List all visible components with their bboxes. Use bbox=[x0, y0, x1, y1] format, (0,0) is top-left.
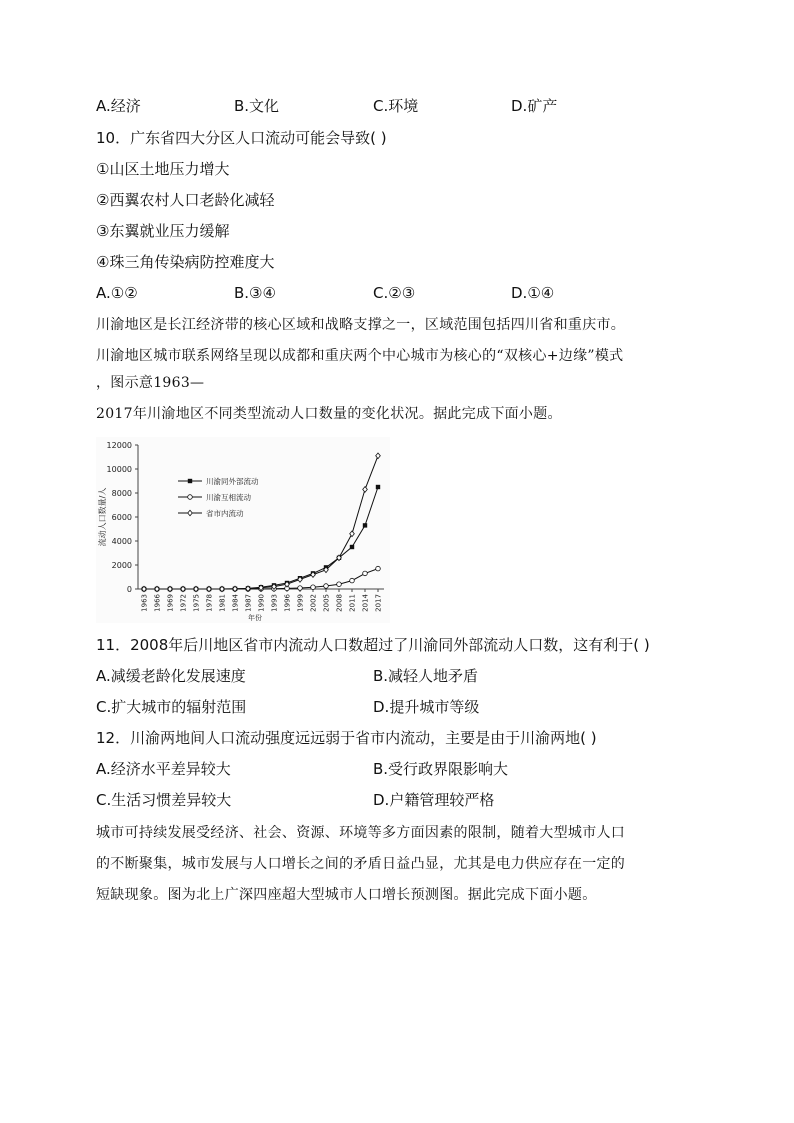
series-2-point bbox=[337, 582, 342, 587]
q12-option-c: C.生活习惯差异较大 bbox=[96, 791, 232, 809]
q10-item-3: ③东翼就业压力缓解 bbox=[96, 222, 230, 240]
y-tick-label: 2000 bbox=[111, 561, 132, 570]
y-tick-label: 4000 bbox=[111, 537, 132, 546]
series-2-point bbox=[324, 584, 329, 589]
q9-option-b: B.文化 bbox=[234, 97, 280, 115]
x-tick-label: 2017 bbox=[374, 594, 383, 612]
y-tick-label: 6000 bbox=[111, 513, 132, 522]
x-tick-label: 1978 bbox=[205, 594, 214, 612]
x-tick-label: 1963 bbox=[140, 594, 149, 612]
series-2-point bbox=[311, 585, 316, 590]
legend-label: 川渝互相流动 bbox=[206, 493, 251, 502]
x-tick-label: 1966 bbox=[153, 594, 162, 612]
x-tick-label: 1996 bbox=[283, 594, 292, 612]
passage-1-line: 川渝地区是长江经济带的核心区域和战略支撑之一，区域范围包括四川省和重庆市。 bbox=[96, 317, 626, 333]
q11-stem: 11．2008年后川地区省市内流动人口数超过了川渝同外部流动人口数，这有利于( ) bbox=[96, 636, 650, 654]
q10-item-2: ②西翼农村人口老龄化减轻 bbox=[96, 191, 275, 209]
y-tick-label: 0 bbox=[126, 585, 132, 594]
passage-2-line: 短缺现象。图为北上广深四座超大型城市人口增长预测图。据此完成下面小题。 bbox=[96, 887, 597, 903]
legend-marker bbox=[188, 479, 192, 483]
q11-option-d: D.提升城市等级 bbox=[373, 698, 480, 716]
passage-1-line: 2017年川渝地区不同类型流动人口数量的变化状况。据此完成下面小题。 bbox=[96, 406, 562, 422]
x-tick-label: 1975 bbox=[192, 594, 201, 612]
q11-option-a: A.减缓老龄化发展速度 bbox=[96, 667, 246, 685]
passage-2-line: 城市可持续发展受经济、社会、资源、环境等多方面因素的限制，随着大型城市人口 bbox=[96, 825, 626, 841]
x-tick-label: 2011 bbox=[348, 594, 357, 612]
series-1-point bbox=[376, 485, 380, 489]
x-tick-label: 1987 bbox=[244, 594, 253, 612]
x-tick-label: 2014 bbox=[361, 594, 370, 612]
series-1-point bbox=[350, 545, 354, 549]
passage-1-line: 川渝地区城市联系网络呈现以成都和重庆两个中心城市为核心的“双核心+边缘”模式 bbox=[96, 348, 624, 364]
x-tick-label: 1993 bbox=[270, 594, 279, 612]
x-tick-label: 1984 bbox=[231, 594, 240, 612]
x-tick-label: 2005 bbox=[322, 594, 331, 612]
series-2-point bbox=[363, 571, 368, 576]
y-tick-label: 12000 bbox=[106, 441, 132, 450]
x-axis-label: 年份 bbox=[248, 614, 262, 622]
x-tick-label: 1999 bbox=[296, 594, 305, 612]
passage-2-line: 的不断聚集，城市发展与人口增长之间的矛盾日益凸显，尤其是电力供应存在一定的 bbox=[96, 856, 626, 872]
q12-option-b: B.受行政界限影响大 bbox=[373, 760, 509, 778]
q10-stem: 10．广东省四大分区人口流动可能会导致( ) bbox=[96, 129, 387, 147]
q10-option-c: C.②③ bbox=[373, 284, 416, 302]
q10-item-1: ①山区土地压力增大 bbox=[96, 160, 230, 178]
q12-option-d: D.户籍管理较严格 bbox=[373, 791, 495, 809]
q12-stem: 12．川渝两地间人口流动强度远远弱于省市内流动，主要是由于川渝两地( ) bbox=[96, 729, 597, 747]
q11-option-c: C.扩大城市的辐射范围 bbox=[96, 698, 247, 716]
q10-option-a: A.①② bbox=[96, 284, 138, 302]
population-flow-chart bbox=[96, 437, 390, 623]
q10-item-4: ④珠三角传染病防控难度大 bbox=[96, 253, 275, 271]
y-tick-label: 10000 bbox=[106, 465, 132, 474]
legend-label: 省市内流动 bbox=[206, 509, 244, 518]
q11-option-b: B.减轻人地矛盾 bbox=[373, 667, 479, 685]
q10-option-d: D.①④ bbox=[511, 284, 555, 302]
q9-option-d: D.矿产 bbox=[511, 97, 558, 115]
legend-marker bbox=[188, 495, 193, 500]
x-tick-label: 1972 bbox=[179, 594, 188, 612]
x-tick-label: 1969 bbox=[166, 594, 175, 612]
legend-label: 川渝同外部流动 bbox=[206, 477, 259, 486]
x-tick-label: 1990 bbox=[257, 594, 266, 612]
x-tick-label: 2002 bbox=[309, 594, 318, 612]
series-2-point bbox=[350, 578, 355, 583]
q12-option-a: A.经济水平差异较大 bbox=[96, 760, 231, 778]
q9-option-c: C.环境 bbox=[373, 97, 419, 115]
series-1-point bbox=[363, 523, 367, 527]
passage-1-line: ，图示意1963— bbox=[96, 375, 205, 391]
q9-option-a: A.经济 bbox=[96, 97, 141, 115]
series-2-point bbox=[298, 586, 303, 591]
x-tick-label: 1981 bbox=[218, 594, 227, 612]
q10-option-b: B.③④ bbox=[234, 284, 276, 302]
passage-2 bbox=[96, 818, 700, 911]
passage-1 bbox=[96, 310, 700, 434]
y-tick-label: 8000 bbox=[111, 489, 132, 498]
y-axis-label: 流动人口数量/人 bbox=[98, 487, 107, 547]
x-tick-label: 2008 bbox=[335, 594, 344, 612]
series-2-point bbox=[376, 566, 381, 571]
